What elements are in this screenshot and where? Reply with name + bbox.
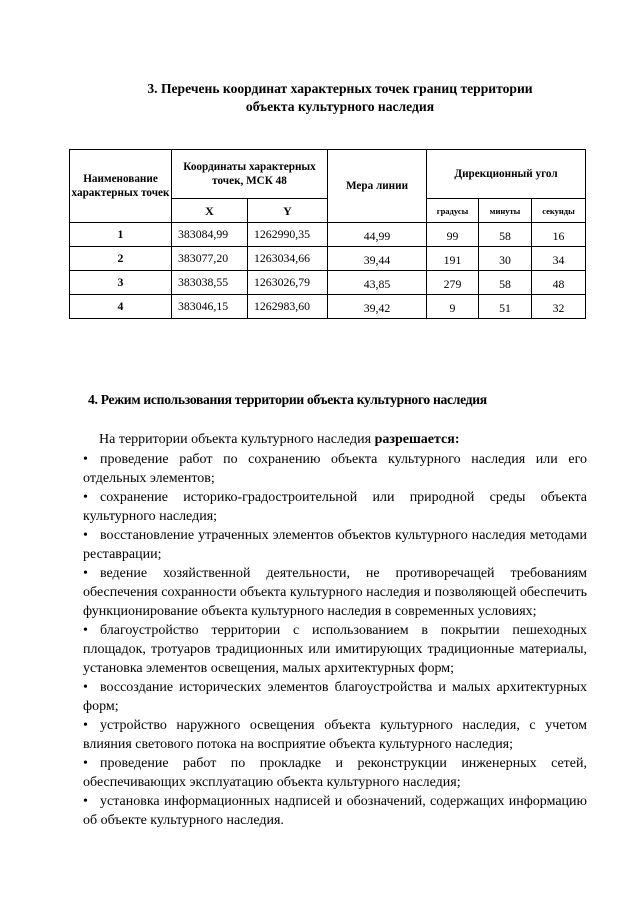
list-item-text: сохранение историко-градостроительной или природной среды объекта культурного наследия; <box>83 490 587 524</box>
list-item <box>83 792 587 830</box>
angle-minutes: 58 <box>479 223 532 247</box>
bullet-icon: • <box>83 756 88 771</box>
section-3-title-line-2: объекта культурного наследия <box>245 99 435 114</box>
coord-y: 1262983,60 <box>248 295 328 319</box>
point-name: 2 <box>70 247 172 271</box>
list-item <box>83 564 587 621</box>
point-name: 3 <box>70 271 172 295</box>
bullet-icon: • <box>83 528 88 543</box>
header-direction-angle: Дирекционный угол <box>427 150 586 199</box>
bullet-icon: • <box>83 490 88 505</box>
table-row <box>70 223 586 247</box>
measure: 39,44 <box>328 247 427 271</box>
coord-y: 1263026,79 <box>248 271 328 295</box>
list-item <box>83 526 587 564</box>
list-item <box>83 450 587 488</box>
section-4-title: 4. Режим использования территории объекта культурного наследия <box>88 392 487 407</box>
angle-minutes: 30 <box>479 247 532 271</box>
list-item <box>83 621 587 678</box>
intro-paragraph <box>99 432 460 448</box>
bullet-icon: • <box>83 452 88 467</box>
list-item <box>83 678 587 716</box>
angle-minutes: 51 <box>479 295 532 319</box>
header-x: X <box>172 199 248 223</box>
list-item-text: проведение работ по прокладке и реконструкции инженерных сетей, обеспечивающих эксплуатацию объекта культурного наследия; <box>83 756 587 790</box>
intro-text: На территории объекта культурного наследия <box>99 432 375 447</box>
coord-x: 383084,99 <box>172 223 248 247</box>
bullet-icon: • <box>83 566 88 581</box>
list-item-text: установка информационных надписей и обозначений, содержащих информацию об объекте культурного наследия. <box>83 794 587 828</box>
coordinates-table <box>69 149 586 319</box>
intro-bold-text: разрешается: <box>374 432 460 447</box>
angle-degrees: 9 <box>427 295 479 319</box>
coord-x: 383077,20 <box>172 247 248 271</box>
point-name: 1 <box>70 223 172 247</box>
angle-degrees: 191 <box>427 247 479 271</box>
table-row <box>70 271 586 295</box>
measure: 44,99 <box>328 223 427 247</box>
coord-y: 1263034,66 <box>248 247 328 271</box>
angle-seconds: 48 <box>532 271 586 295</box>
coord-x: 383038,55 <box>172 271 248 295</box>
bullet-icon: • <box>83 680 88 695</box>
measure: 39,42 <box>328 295 427 319</box>
table-row <box>70 247 586 271</box>
section-3-title <box>60 80 620 116</box>
permitted-uses-list <box>83 450 587 830</box>
section-3-title-line-1: 3. Перечень координат характерных точек границ территории <box>147 81 533 96</box>
angle-seconds: 32 <box>532 295 586 319</box>
list-item-text: ведение хозяйственной деятельности, не противоречащей требованиям обеспечения сохранности объекта культурного наследия и позволяющей обеспечить функционирование объекта культурного наследия в современных условиях; <box>83 566 587 619</box>
point-name: 4 <box>70 295 172 319</box>
header-degrees: градусы <box>427 199 479 223</box>
coord-x: 383046,15 <box>172 295 248 319</box>
angle-minutes: 58 <box>479 271 532 295</box>
header-minutes: минуты <box>479 199 532 223</box>
header-point-name: Наименование характерных точек <box>70 150 172 223</box>
list-item-text: восстановление утраченных элементов объектов культурного наследия методами реставрации; <box>83 528 587 562</box>
list-item-text: воссоздание исторических элементов благоустройства и малых архитектурных форм; <box>83 680 587 714</box>
coord-y: 1262990,35 <box>248 223 328 247</box>
list-item <box>83 716 587 754</box>
header-coordinates: Координаты характерных точек, МСК 48 <box>172 150 328 199</box>
list-item-text: проведение работ по сохранению объекта культурного наследия или его отдельных элементов; <box>83 452 587 486</box>
list-item-text: благоустройство территории с использованием в покрытии пешеходных площадок, тротуаров традиционных или имитирующих традиционные материалы, установка элементов освещения, малых архитектурных форм; <box>83 623 587 676</box>
measure: 43,85 <box>328 271 427 295</box>
angle-degrees: 99 <box>427 223 479 247</box>
list-item <box>83 488 587 526</box>
table-row <box>70 295 586 319</box>
bullet-icon: • <box>83 718 88 733</box>
header-y: Y <box>248 199 328 223</box>
list-item <box>83 754 587 792</box>
bullet-icon: • <box>83 623 88 638</box>
list-item-text: устройство наружного освещения объекта культурного наследия, с учетом влияния светового потока на восприятие объекта культурного наследия; <box>83 718 587 752</box>
header-measure: Мера линии <box>328 150 427 223</box>
header-seconds: секунды <box>532 199 586 223</box>
angle-seconds: 34 <box>532 247 586 271</box>
angle-degrees: 279 <box>427 271 479 295</box>
angle-seconds: 16 <box>532 223 586 247</box>
bullet-icon: • <box>83 794 88 809</box>
